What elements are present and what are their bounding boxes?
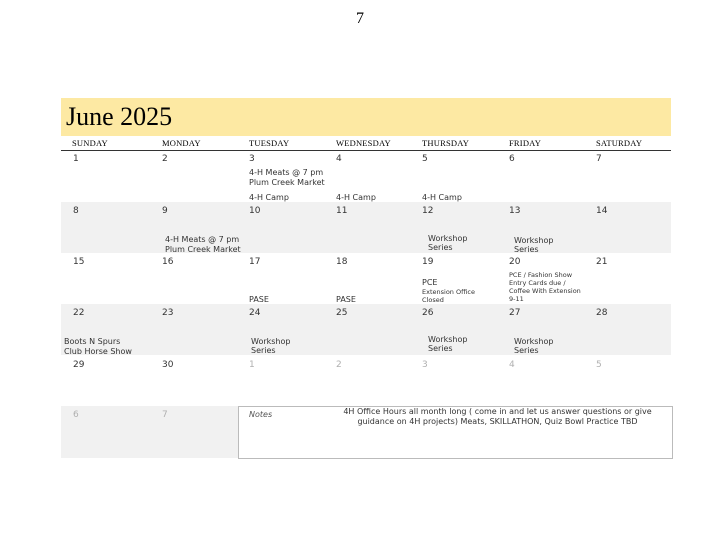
event-text: 9-11	[509, 295, 524, 303]
day-cell-number: 25	[336, 308, 348, 318]
event-text: Workshop	[251, 337, 291, 346]
week-row-shade	[61, 406, 238, 458]
day-cell-number: 1	[73, 154, 79, 164]
event-text: Plum Creek Market	[165, 245, 241, 254]
event-text: Workshop	[428, 335, 468, 344]
weekday-sunday: SUNDAY	[72, 138, 108, 148]
day-cell-number: 14	[596, 206, 608, 216]
weekday-friday: FRIDAY	[509, 138, 542, 148]
day-cell-number: 24	[249, 308, 261, 318]
weekday-wednesday: WEDNESDAY	[336, 138, 391, 148]
event-text: Coffee With Extension	[509, 287, 581, 295]
day-cell-number: 30	[162, 360, 174, 370]
notes-label: Notes	[249, 410, 273, 419]
event-text: Club Horse Show	[64, 347, 132, 356]
day-cell-number: 26	[422, 308, 434, 318]
day-cell-number: 16	[162, 257, 174, 267]
page-number: 7	[356, 10, 364, 27]
event-text: Series	[514, 346, 539, 355]
day-cell-number: 20	[509, 257, 521, 267]
event-text: PCE / Fashion Show	[509, 271, 573, 279]
day-cell-number: 11	[336, 206, 348, 216]
next-month-day-number: 1	[249, 360, 255, 370]
event-text: 4-H Camp	[336, 193, 376, 202]
event-text: PASE	[336, 295, 356, 304]
notes-text: 4H Office Hours all month long ( come in and let us answer questions or give guidance on 4H projects) Meats, SKILLATHON, Quiz Bowl Practice TBD	[343, 407, 652, 426]
event-text: 4-H Meats @ 7 pm	[249, 168, 324, 177]
day-cell-number: 12	[422, 206, 434, 216]
event-text: Workshop	[514, 337, 554, 346]
event-text: Entry Cards due /	[509, 279, 566, 287]
weekday-monday: MONDAY	[162, 138, 201, 148]
day-cell-number: 28	[596, 308, 608, 318]
event-text: Series	[428, 344, 453, 353]
day-cell-number: 4	[336, 154, 342, 164]
event-text: Plum Creek Market	[249, 178, 325, 187]
event-text: Closed	[422, 296, 444, 304]
event-text: Boots N Spurs	[64, 337, 121, 346]
day-cell-number: 17	[249, 257, 261, 267]
month-title: June 2025	[66, 102, 173, 131]
event-text: Series	[514, 245, 539, 254]
event-text: Workshop	[428, 234, 468, 243]
day-cell-number: 7	[596, 154, 602, 164]
month-title-bar	[61, 98, 671, 136]
next-month-day-number: 6	[73, 410, 79, 420]
next-month-day-number: 3	[422, 360, 428, 370]
week-row-shade	[61, 202, 671, 253]
day-cell-number: 15	[73, 257, 85, 267]
next-month-day-number: 7	[162, 410, 168, 420]
day-cell-number: 8	[73, 206, 79, 216]
day-cell-number: 21	[596, 257, 608, 267]
next-month-day-number: 4	[509, 360, 515, 370]
day-cell-number: 18	[336, 257, 348, 267]
event-text: Series	[251, 346, 276, 355]
event-text: Series	[428, 243, 453, 252]
day-cell-number: 3	[249, 154, 255, 164]
day-cell-number: 6	[509, 154, 515, 164]
day-cell-number: 22	[73, 308, 85, 318]
week-row-shade	[61, 304, 671, 355]
day-cell-number: 27	[509, 308, 521, 318]
day-cell-number: 13	[509, 206, 521, 216]
weekday-thursday: THURSDAY	[422, 138, 470, 148]
day-cell-number: 9	[162, 206, 168, 216]
event-text: Extension Office	[422, 288, 475, 296]
day-cell-number: 10	[249, 206, 261, 216]
day-cell-number: 23	[162, 308, 174, 318]
day-cell-number: 19	[422, 257, 434, 267]
next-month-day-number: 5	[596, 360, 602, 370]
day-cell-number: 5	[422, 154, 428, 164]
day-cell-number: 29	[73, 360, 85, 370]
weekday-saturday: SATURDAY	[596, 138, 643, 148]
weekday-tuesday: TUESDAY	[249, 138, 290, 148]
event-text: Workshop	[514, 236, 554, 245]
event-text: 4-H Camp	[422, 193, 462, 202]
header-divider	[61, 150, 671, 151]
event-text: 4-H Meats @ 7 pm	[165, 235, 240, 244]
event-text: 4-H Camp	[249, 193, 289, 202]
next-month-day-number: 2	[336, 360, 342, 370]
notes-box	[238, 406, 673, 459]
event-text: PASE	[249, 295, 269, 304]
day-cell-number: 2	[162, 154, 168, 164]
event-text: PCE	[422, 278, 438, 287]
